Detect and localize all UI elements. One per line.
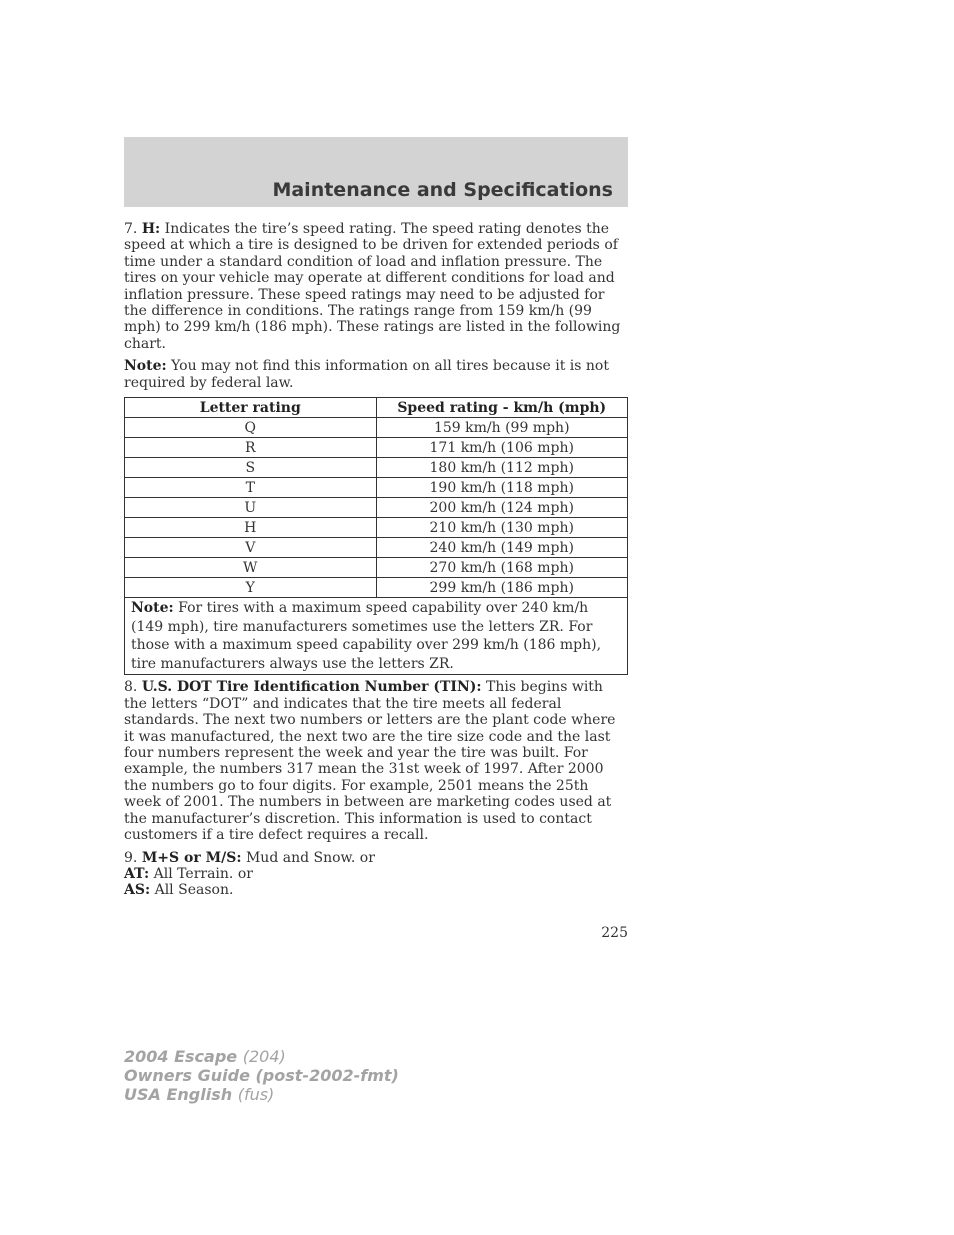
letter-cell: U — [125, 498, 377, 518]
footer-line-3 — [124, 1085, 399, 1104]
item-9-number: 9. — [124, 849, 138, 866]
item-7-term: H: — [141, 221, 161, 237]
table-row — [125, 558, 628, 578]
item-7-text: Indicates the tire’s speed rating. The speed rating denotes the speed at which a tire is designed to be driven for extended periods of time under a standard condition of load and inflation pressure. The tires on your vehicle may operate at different conditions for load and inflation pressure. These speed ratings may need to be adjusted for the difference in conditions. The ratings range from 159 km/h (99 mph) to 299 km/h (186 mph). These ratings are listed in the following chart. — [124, 221, 621, 352]
speed-cell: 180 km/h (112 mph) — [376, 458, 628, 478]
table-row — [125, 438, 628, 458]
speed-rating-table — [124, 397, 628, 675]
footer — [124, 1047, 399, 1104]
table-row — [125, 478, 628, 498]
section-header — [124, 137, 628, 207]
note-text: You may not find this information on all tires because it is not required by federal law. — [124, 358, 609, 391]
footer-model: 2004 Escape — [124, 1047, 238, 1066]
table-row — [125, 538, 628, 558]
speed-cell: 270 km/h (168 mph) — [376, 558, 628, 578]
table-note-cell — [125, 598, 628, 675]
item-7-number: 7. — [124, 221, 138, 237]
item-8-text: This begins with the letters “DOT” and indicates that the tire meets all federal standards. The next two numbers or letters are the plant code where it was manufactured, the next two are the tire size code and the last four numbers represent the week and year the tire was built. For example, the numbers 317 mean the 31st week of 1997. After 2000 the numbers go to four digits. For example, 2501 means the 25th week of 2001. The numbers in between are marketing codes used at the manufacturer’s discretion. This information is used to contact customers if a tire defect requires a recall. — [124, 679, 616, 844]
speed-cell: 190 km/h (118 mph) — [376, 478, 628, 498]
letter-rating-header: Letter rating — [125, 398, 377, 418]
ms-term: M+S or M/S: — [141, 849, 242, 866]
table-row — [125, 518, 628, 538]
table-header-row — [125, 398, 628, 418]
table-note-label: Note: — [131, 600, 174, 617]
letter-cell: Q — [125, 418, 377, 438]
page-content — [124, 221, 628, 905]
speed-cell: 159 km/h (99 mph) — [376, 418, 628, 438]
letter-cell: Y — [125, 578, 377, 598]
item-9-paragraph — [124, 850, 628, 899]
item-8-paragraph — [124, 679, 628, 843]
as-text: All Season. — [154, 882, 234, 899]
section-title: Maintenance and Specifications — [272, 179, 613, 201]
footer-language-code: (fus) — [237, 1085, 275, 1104]
table-row — [125, 418, 628, 438]
letter-cell: S — [125, 458, 377, 478]
footer-language: USA English — [124, 1085, 233, 1104]
item-8-number: 8. — [124, 679, 138, 696]
letter-cell: R — [125, 438, 377, 458]
as-term: AS: — [124, 882, 151, 899]
footer-line-1 — [124, 1047, 399, 1066]
table-row — [125, 498, 628, 518]
table-note-row — [125, 598, 628, 675]
table-note-text: For tires with a maximum speed capability over 240 km/h (149 mph), tire manufacturers sometimes use the letters ZR. For those with a maximum speed capability over 299 km/h (186 mph), tire manufacturers always use the letters ZR. — [131, 600, 602, 672]
footer-model-code: (204) — [242, 1047, 286, 1066]
at-term: AT: — [124, 865, 150, 882]
speed-cell: 200 km/h (124 mph) — [376, 498, 628, 518]
note-paragraph — [124, 358, 628, 391]
item-8-term: U.S. DOT Tire Identification Number (TIN): — [141, 679, 482, 696]
ms-text: Mud and Snow. or — [245, 849, 375, 866]
table-row — [125, 578, 628, 598]
letter-cell: V — [125, 538, 377, 558]
page-number: 225 — [601, 925, 628, 941]
speed-rating-header: Speed rating - km/h (mph) — [376, 398, 628, 418]
letter-cell: H — [125, 518, 377, 538]
item-7-paragraph — [124, 221, 628, 352]
speed-cell: 210 km/h (130 mph) — [376, 518, 628, 538]
note-label: Note: — [124, 358, 167, 375]
table-row — [125, 458, 628, 478]
speed-cell: 299 km/h (186 mph) — [376, 578, 628, 598]
letter-cell: W — [125, 558, 377, 578]
speed-cell: 240 km/h (149 mph) — [376, 538, 628, 558]
at-text: All Terrain. or — [153, 865, 253, 882]
footer-line-2: Owners Guide (post-2002-fmt) — [124, 1066, 399, 1085]
letter-cell: T — [125, 478, 377, 498]
speed-cell: 171 km/h (106 mph) — [376, 438, 628, 458]
